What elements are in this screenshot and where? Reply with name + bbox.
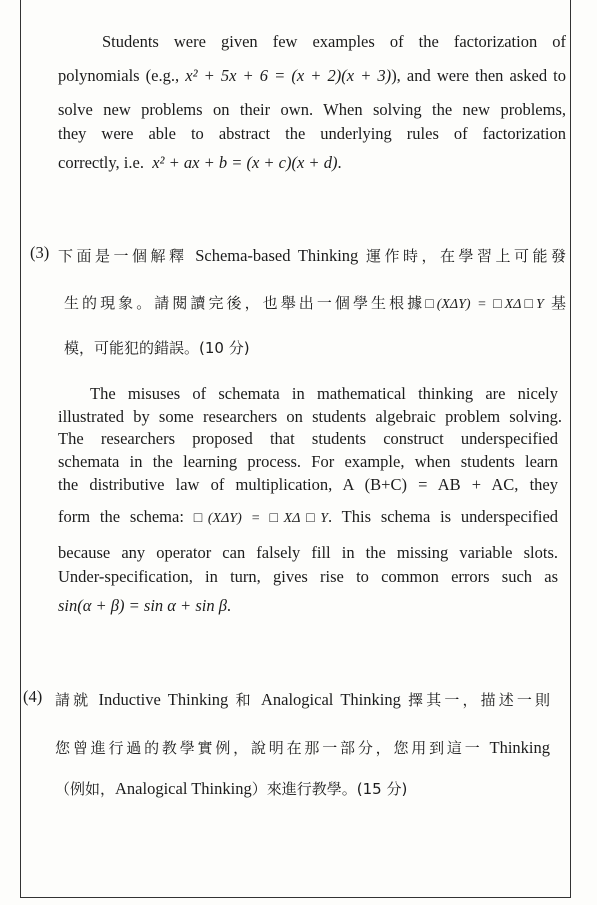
passage-line-7: because any operator can falsely fill in the missing variable slots. bbox=[58, 543, 558, 562]
question-4-number: (4) bbox=[23, 687, 43, 706]
passage-line-8: Under-specification, in turn, gives rise to common errors such as bbox=[58, 567, 558, 586]
question-4-line-1: 請就 Inductive Thinking 和 Analogical Thinking 擇其一，描述一則 bbox=[55, 690, 551, 709]
passage-line-3: The researchers proposed that students construct underspecified bbox=[58, 429, 558, 448]
example-line-3: solve new problems on their own. When solving the new problems, bbox=[58, 100, 566, 119]
question-3-line-1: 下面是一個解釋 Schema-based Thinking 運作時，在學習上可能發 bbox=[58, 246, 567, 265]
schema-formula: □(XΔY) = □XΔ□Y bbox=[425, 297, 544, 312]
example-line-4: they were able to abstract the underlying rules of factorization bbox=[58, 124, 566, 143]
example-line-2: polynomials (e.g., x² + 5x + 6 = (x + 2)(x + 3)), and were then asked to bbox=[58, 66, 567, 85]
question-4-line-2: 您曾進行過的教學實例，說明在那一部分，您用到這一 Thinking bbox=[55, 738, 551, 757]
example-line-5: correctly, i.e. x² + ax + b = (x + c)(x + d). bbox=[58, 153, 342, 172]
passage-line-4: schemata in the learning process. For example, when students learn bbox=[58, 452, 558, 471]
passage-line-5: the distributive law of multiplication, A (B+C) = AB + AC, they bbox=[58, 475, 558, 494]
question-3-number: (3) bbox=[30, 243, 50, 262]
passage-line-2: illustrated by some researchers on students algebraic problem solving. bbox=[58, 407, 562, 426]
question-3-line-2: 生的現象。請閱讀完後，也舉出一個學生根據□(XΔY) = □XΔ□Y 基 bbox=[64, 294, 566, 312]
factorization-example-math: x² + 5x + 6 = (x + 2)(x + 3) bbox=[185, 66, 392, 85]
passage-line-6: form the schema: □(XΔY) = □XΔ□Y. This schema is underspecified bbox=[58, 507, 559, 526]
passage-line-9: sin(α + β) = sin α + sin β. bbox=[58, 596, 232, 615]
sine-error-formula: sin(α + β) = sin α + sin β bbox=[58, 596, 227, 615]
example-line-1: Students were given few examples of the factorization of bbox=[102, 32, 566, 51]
question-4-line-3: （例如，Analogical Thinking）來進行教學。(15 分) bbox=[55, 779, 408, 798]
factorization-rule-math: x² + ax + b = (x + c)(x + d) bbox=[152, 153, 338, 172]
schema-formula-inline: □(XΔY) = □XΔ□Y bbox=[193, 511, 329, 526]
question-3-line-3: 模，可能犯的錯誤。(10 分) bbox=[64, 339, 250, 357]
passage-line-1: The misuses of schemata in mathematical thinking are nicely bbox=[90, 384, 558, 403]
